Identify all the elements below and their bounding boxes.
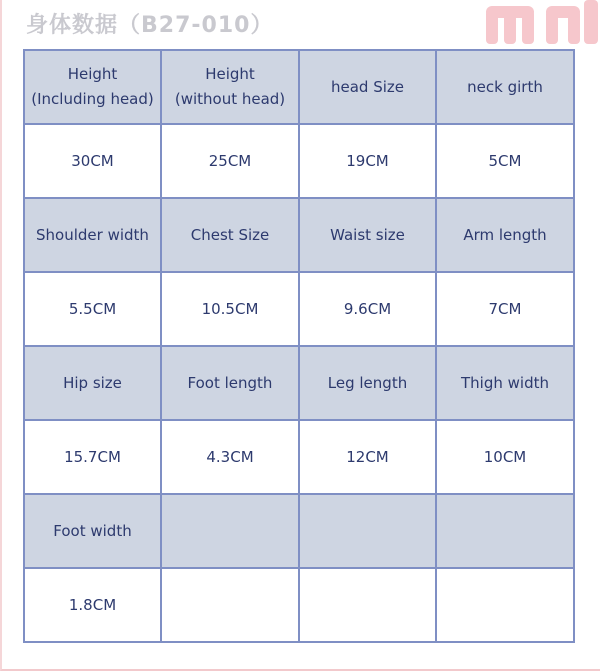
value-cell: 9.6CM (299, 272, 436, 346)
header-label: neck girth (467, 77, 543, 96)
value-cell: 19CM (299, 124, 436, 198)
value-cell-empty (436, 568, 574, 642)
value-cell: 10CM (436, 420, 574, 494)
header-cell: Arm length (436, 198, 574, 272)
header-row (24, 346, 574, 420)
header-label: head Size (330, 77, 404, 96)
page-title: 身体数据（B27-010） (26, 13, 274, 38)
header-cell (436, 50, 574, 124)
header-cell (161, 50, 299, 124)
value-cell: 10.5CM (161, 272, 299, 346)
header-cell: Leg length (299, 346, 436, 420)
header-cell-empty (299, 494, 436, 568)
header-cell: Waist size (299, 198, 436, 272)
header-label: Height (67, 65, 118, 83)
value-cell: 4.3CM (161, 420, 299, 494)
header-cell: Foot length (161, 346, 299, 420)
header-label: Height (205, 65, 255, 83)
value-row (24, 420, 574, 494)
value-row (24, 272, 574, 346)
body-data-table (23, 49, 575, 643)
value-row (24, 568, 574, 642)
brand-logo (484, 0, 600, 48)
value-cell: 15.7CM (24, 420, 161, 494)
header-cell: Foot width (24, 494, 161, 568)
header-row (24, 50, 574, 124)
value-cell: 12CM (299, 420, 436, 494)
value-cell: 30CM (24, 124, 161, 198)
value-cell: 25CM (161, 124, 299, 198)
header-cell: Chest Size (161, 198, 299, 272)
value-cell: 1.8CM (24, 568, 161, 642)
header-cell (299, 50, 436, 124)
header-cell (24, 50, 161, 124)
header-cell: Hip size (24, 346, 161, 420)
header-row (24, 198, 574, 272)
value-cell: 7CM (436, 272, 574, 346)
value-cell-empty (299, 568, 436, 642)
header-cell-empty (161, 494, 299, 568)
value-cell: 5.5CM (24, 272, 161, 346)
header-row (24, 494, 574, 568)
header-cell: Shoulder width (24, 198, 161, 272)
value-cell-empty (161, 568, 299, 642)
header-sublabel: (without head) (174, 90, 286, 108)
header-cell: Thigh width (436, 346, 574, 420)
header-cell-empty (436, 494, 574, 568)
header-sublabel: (Including head) (31, 90, 154, 108)
value-row (24, 124, 574, 198)
value-cell: 5CM (436, 124, 574, 198)
